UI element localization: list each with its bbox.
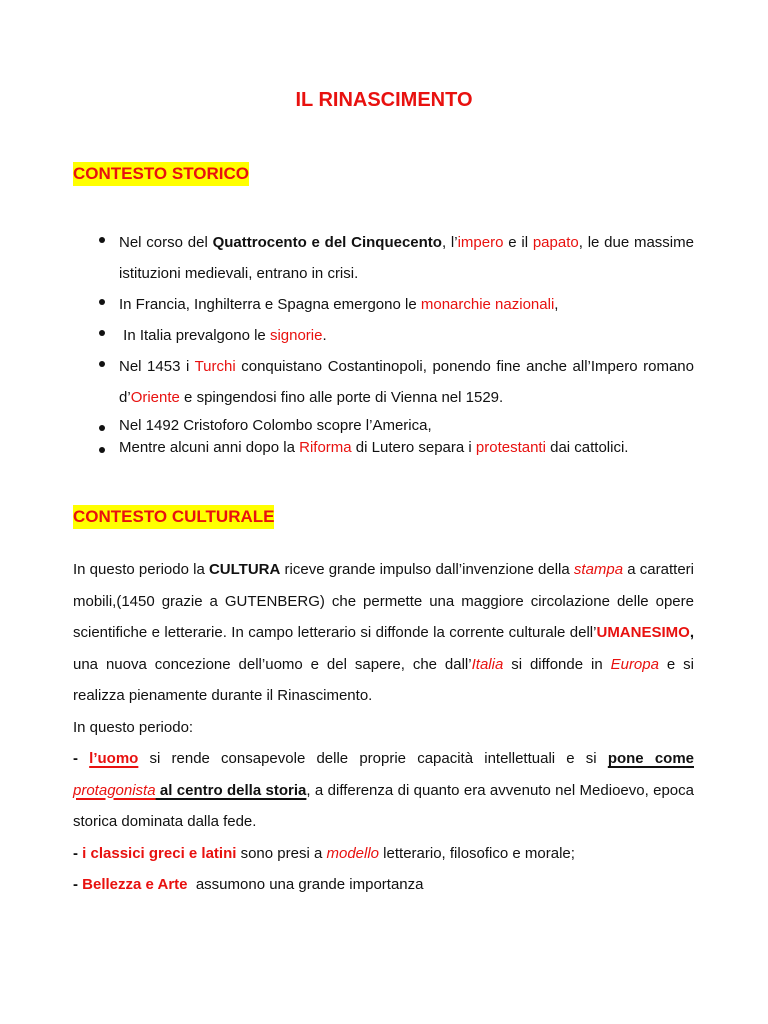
list-item-bellezza [73, 869, 694, 901]
bold-text: , [689, 624, 694, 641]
highlight-term: papato [532, 234, 579, 251]
text-run: letterario, filosofico e morale; [379, 844, 575, 862]
italic-term: Italia [471, 655, 504, 673]
heading-contesto-culturale: CONTESTO CULTURALE [73, 505, 274, 529]
text-run: a caratteri mobili,(1450 grazie a GUTENBERG) che permette una maggiore circolazione delle opere scientifiche e letterarie. [73, 561, 694, 641]
text-run: Nel corso del [119, 234, 213, 251]
bold-text: CULTURA [208, 561, 281, 578]
text-run: Nel 1492 Cristoforo Colombo scopre l’America, [119, 417, 432, 434]
highlight-term: protestanti [475, 439, 546, 456]
underlined-bold-text: al centro della storia [155, 781, 307, 799]
text-run: e il [503, 234, 533, 251]
italic-term: modello [326, 844, 380, 862]
bold-red-term: UMANESIMO [596, 624, 690, 641]
text-run: . [322, 327, 327, 344]
text-run: , l’ [441, 234, 458, 251]
underlined-italic-term: protagonista [73, 781, 156, 799]
highlight-term: Riforma [299, 439, 352, 456]
text-run: , le due massime istituzioni medievali, entrano in crisi. [119, 234, 694, 282]
text-run: e spingendosi fino alle porte di Vienna nel 1529. [179, 389, 504, 406]
bullet-item [97, 437, 694, 459]
bold-red-term: l’uomo [89, 750, 139, 767]
list-item-uomo [73, 743, 694, 838]
highlight-term: Oriente [130, 389, 180, 406]
text-run: In Francia, Inghilterra e Spagna emergono le [119, 296, 421, 313]
highlight-term: monarchie nazionali [420, 296, 555, 313]
text-run: si rende consapevole delle proprie capacità intellettuali e si [138, 750, 608, 767]
underlined-bold-text: pone come [607, 750, 694, 767]
list-item-classici [73, 838, 694, 870]
text-run: sono presi a [236, 844, 327, 862]
dash: - [73, 750, 90, 767]
bold-text: Quattrocento e del Cinquecento [212, 234, 442, 251]
text-run: In questo periodo la [73, 561, 209, 578]
text-run: e si realizza pienamente durante il Rinascimento. [73, 655, 694, 704]
text-run: di Lutero separa i [351, 439, 476, 456]
highlight-term: signorie [269, 327, 323, 344]
bold-red-term: i classici greci e latini [82, 844, 237, 862]
highlight-term: Turchi [194, 358, 236, 375]
dash: - [73, 876, 83, 893]
dash: - [73, 844, 83, 862]
text-run: riceve grande impulso dall’invenzione della [280, 561, 574, 578]
italic-term: Europa [610, 655, 659, 673]
paragraph-cultura [73, 554, 694, 712]
text-run: si diffonde in [503, 655, 611, 673]
bullet-item [97, 227, 694, 289]
text-run: dai cattolici. [545, 439, 629, 456]
highlight-term: impero [457, 234, 504, 251]
bullet-item [97, 351, 694, 413]
italic-term: stampa [573, 561, 624, 578]
text-run: , [554, 296, 559, 313]
text-run: , a differenza di quanto era avvenuto nel Medioevo, epoca storica dominata dalla fede. [73, 781, 694, 830]
text-run: In campo letterario si diffonde la corrente culturale dell’ [231, 624, 597, 641]
historical-bullet-list [97, 227, 694, 459]
page-title: IL RINASCIMENTO [295, 89, 473, 111]
bullet-item [97, 415, 694, 437]
bullet-item [97, 320, 694, 351]
text-run: Mentre alcuni anni dopo la [119, 439, 300, 456]
bullet-item [97, 289, 694, 320]
paragraph-periodo: In questo periodo: [73, 718, 194, 736]
text-run: una nuova concezione dell’uomo e del sapere, che dall’ [73, 655, 472, 673]
text-run: assumono una grande importanza [187, 876, 424, 893]
cultural-body [73, 554, 694, 901]
text-run: Nel 1453 i [119, 358, 195, 375]
text-run: conquistano Costantinopoli, ponendo fine anche all’Impero romano d’ [119, 358, 694, 406]
text-run: In Italia prevalgono le [119, 327, 270, 344]
heading-contesto-storico: CONTESTO STORICO [73, 162, 249, 186]
bold-red-term: Bellezza e Arte [82, 876, 188, 893]
